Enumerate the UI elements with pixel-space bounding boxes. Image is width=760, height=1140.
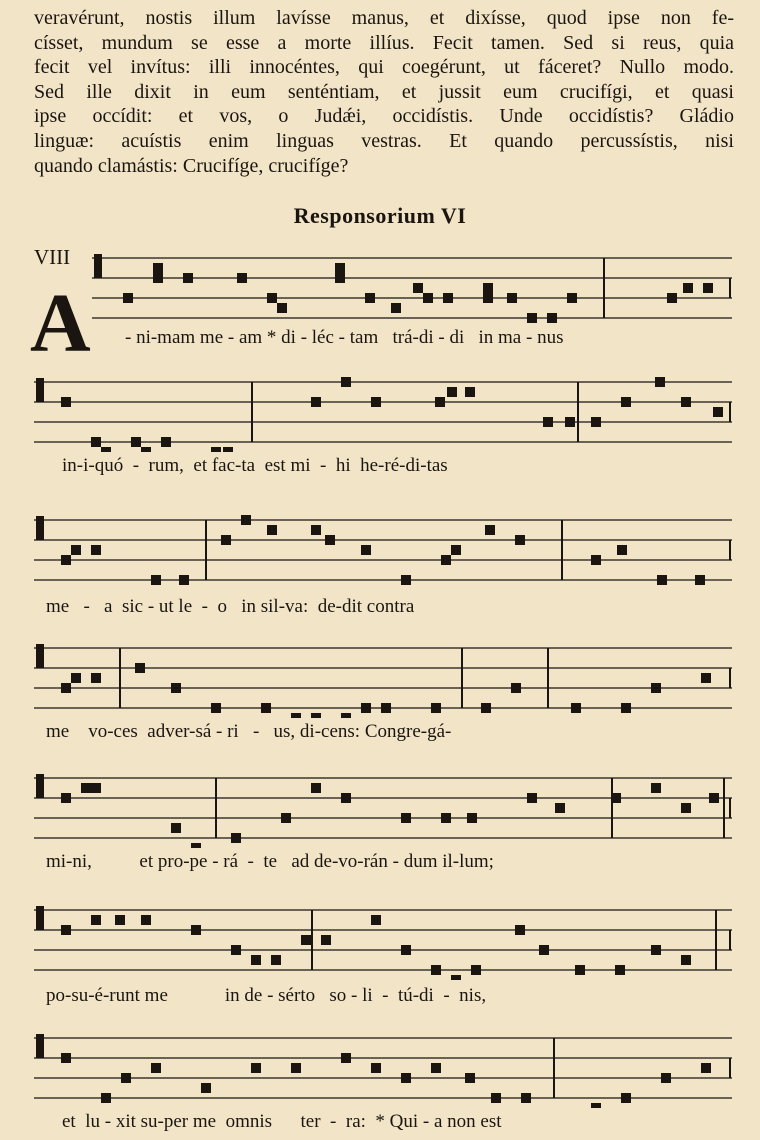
neume-note [291,1063,301,1073]
neume-note [467,813,477,823]
neume-note [527,313,537,323]
neume-note [223,447,233,452]
lyric-line: po-su-é-runt me in de - sérto so - li - tú-di - nis, [46,985,487,1006]
neume-note [61,683,71,693]
neume-note [651,945,661,955]
neume-note [361,703,371,713]
neume-note [651,783,661,793]
neume-note [611,793,621,803]
lyric-line: - ni-mam me - am * di - léc - tam trá-di - di in ma - nus [125,327,564,348]
neume-note [171,823,181,833]
neume-note [151,575,161,585]
chant-staff [0,768,760,848]
neume-note [115,915,125,925]
neume-note [101,1093,111,1103]
neume-note [443,293,453,303]
neume-note [565,417,575,427]
neume-note [695,575,705,585]
neume-note [131,437,141,447]
neume-note [71,545,81,555]
staff-drawing [0,900,760,980]
neume-note [311,525,321,535]
neume-note [423,293,433,303]
neume-note [135,663,145,673]
neume-note [451,545,461,555]
lyric-line: in-i-quó - rum, et fac-ta est mi - hi he-ré-di-tas [62,455,448,476]
neume-note [301,935,311,945]
lyric-line: me - a sic - ut le - o in sil-va: de-dit contra [46,596,415,617]
neume-note [515,535,525,545]
neume-note [491,1093,501,1103]
neume-note [591,1103,601,1108]
neume-note [661,1073,671,1083]
neume-note [681,397,691,407]
neume-note [527,793,537,803]
neume-note [91,915,101,925]
neume-note [617,545,627,555]
neume-note [683,283,693,293]
neume-note [341,713,351,718]
clef-mark [36,644,44,668]
neume-note [539,945,549,955]
neume-note [431,1063,441,1073]
neume-note [435,397,445,407]
neume-note [591,555,601,565]
neume-note [485,525,495,535]
neume-note [681,955,691,965]
neume-note [277,303,287,313]
neume-note [179,575,189,585]
neume-note [621,703,631,713]
neume-note [121,1073,131,1083]
neume-note [567,293,577,303]
staff-drawing [0,638,760,718]
neume-note [371,1063,381,1073]
neume-note [91,437,101,447]
neume-note [371,915,381,925]
neume-note [321,935,331,945]
mode-label: VIII [34,245,71,269]
chant-staff [0,510,760,590]
chant-staff [0,248,760,328]
neume-note [141,915,151,925]
neume-note [681,803,691,813]
prose-line: veravérunt, nostis illum lavísse manus, et dixísse, quod ipse non fe- [34,7,734,29]
neume-note [657,575,667,585]
neume-note [325,535,335,545]
staff-drawing [0,372,760,452]
neume-note [547,313,557,323]
chant-staff [0,900,760,980]
prose-line: quando clamástis: Crucifíge, crucifíge? [34,154,349,177]
neume-note [575,965,585,975]
neume-note [241,515,251,525]
neume-note [151,1063,161,1073]
lyric-line: mi-ni, et pro-pe - rá - te ad de-vo-rán - dum il-lum; [46,851,494,872]
neume-note [201,1083,211,1093]
neume-note [515,925,525,935]
neume-note [401,813,411,823]
neume-note [171,683,181,693]
neume-note [153,263,163,273]
neume-note [651,683,661,693]
neume-note [153,273,163,283]
neume-note [191,843,201,848]
neume-note [271,955,281,965]
section-heading: Responsorium VI [293,203,467,228]
neume-note [371,397,381,407]
neume-note [231,945,241,955]
neume-note [701,1063,711,1073]
neume-note [267,525,277,535]
prose-text [34,6,734,178]
neume-note [251,955,261,965]
neume-note [391,303,401,313]
neume-note [465,1073,475,1083]
neume-note [61,925,71,935]
neume-note [615,965,625,975]
neume-note [447,387,457,397]
neume-note [91,783,101,793]
neume-note [251,1063,261,1073]
neume-note [341,377,351,387]
neume-note [451,975,461,980]
neume-note [61,397,71,407]
chant-staff [0,1028,760,1108]
chant-staff [0,372,760,452]
neume-note [81,783,91,793]
neume-note [101,447,111,452]
neume-note [291,713,301,718]
staff-drawing [0,768,760,848]
prose-line: císset, mundum se esse a morte illíus. Fecit tamen. Sed si reus, quia [34,31,734,54]
neume-note [571,703,581,713]
neume-note [401,945,411,955]
neume-note [507,293,517,303]
neume-note [183,273,193,283]
clef-mark [36,516,44,540]
clef-mark [36,774,44,798]
neume-note [161,437,171,447]
neume-note [521,1093,531,1103]
neume-note [71,673,81,683]
neume-note [191,925,201,935]
neume-note [311,713,321,718]
neume-note [311,783,321,793]
neume-note [591,417,601,427]
neume-note [481,703,491,713]
clef-mark [36,1034,44,1058]
neume-note [441,813,451,823]
neume-note [123,293,133,303]
prose-line: fecit vel invítus: illi innocéntes, qui coegérunt, ut fáceret? Nullo modo. [34,56,734,79]
neume-note [511,683,521,693]
neume-note [483,283,493,293]
neume-note [365,293,375,303]
prose-line: Sed ille dixit in eum senténtiam, et jussit eum crucifígi, et quasi [34,80,734,103]
neume-note [703,283,713,293]
neume-note [543,417,553,427]
neume-note [413,283,423,293]
neume-note [441,555,451,565]
neume-note [335,273,345,283]
staff-drawing [0,248,760,328]
clef-mark [36,906,44,930]
neume-note [141,447,151,452]
neume-note [211,703,221,713]
neume-note [555,803,565,813]
neume-note [701,673,711,683]
lyric-line: me vo-ces adver-sá - ri - us, di-cens: Congre-gá- [46,721,452,742]
neume-note [311,397,321,407]
neume-note [381,703,391,713]
neume-note [91,545,101,555]
neume-note [621,1093,631,1103]
neume-note [231,833,241,843]
neume-note [91,673,101,683]
neume-note [61,555,71,565]
prose-line: ipse occídit: et vos, o Judǽi, occidístis. Unde occidístis? Gládio [34,105,734,128]
initial-letter: A [30,277,91,370]
neume-note [341,1053,351,1063]
neume-note [237,273,247,283]
neume-note [361,545,371,555]
neume-note [281,813,291,823]
neume-note [655,377,665,387]
clef-mark [94,254,102,278]
neume-note [709,793,719,803]
neume-note [471,965,481,975]
neume-note [431,703,441,713]
neume-note [401,575,411,585]
neume-note [221,535,231,545]
neume-note [431,965,441,975]
neume-note [267,293,277,303]
prose-line: linguæ: acuístis enim linguas vestras. Et quando percussístis, nisi [34,129,734,152]
neume-note [335,263,345,273]
neume-note [61,1053,71,1063]
staff-drawing [0,1028,760,1108]
neume-note [261,703,271,713]
neume-note [667,293,677,303]
staff-drawing [0,510,760,590]
neume-note [211,447,221,452]
neume-note [483,293,493,303]
neume-note [61,793,71,803]
neume-note [621,397,631,407]
neume-note [341,793,351,803]
neume-note [713,407,723,417]
lyric-line: et lu - xit su-per me omnis ter - ra: * Qui - a non est [62,1111,502,1132]
neume-note [465,387,475,397]
neume-note [401,1073,411,1083]
chant-staff [0,638,760,718]
clef-mark [36,378,44,402]
